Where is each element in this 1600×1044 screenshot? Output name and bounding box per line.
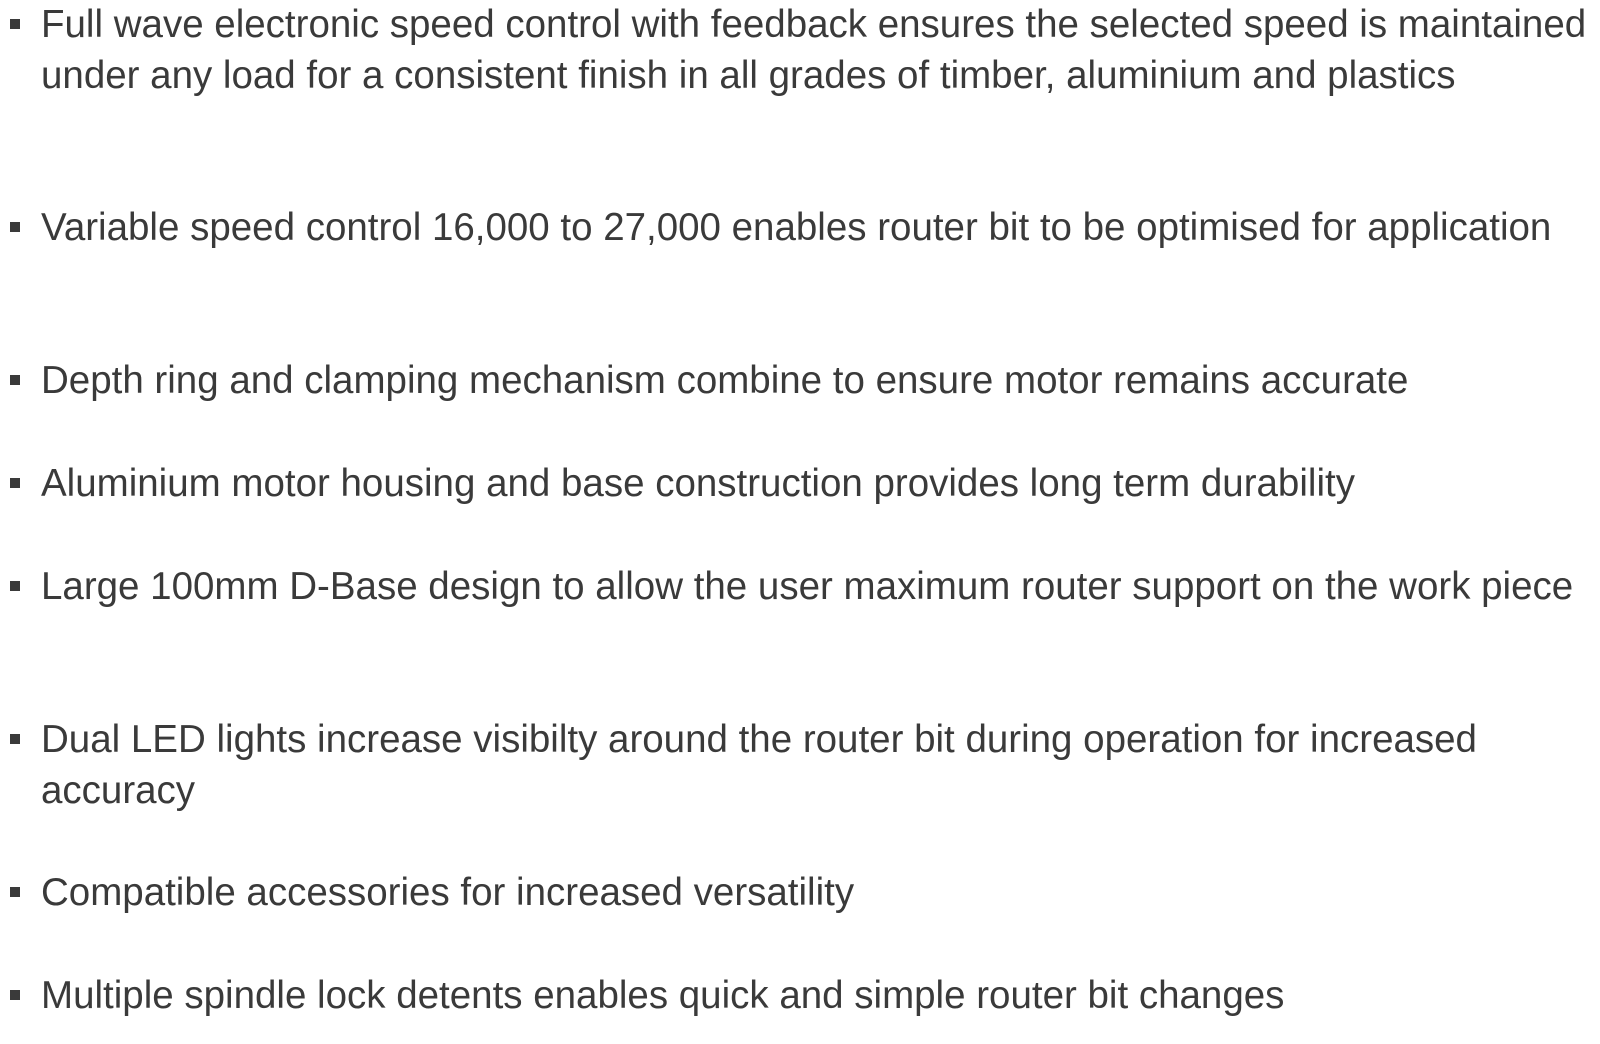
feature-text: Full wave electronic speed control with feedback ensures the selected speed is maintained under any load for a consistent finish in all grades of timber, aluminium and plastics	[41, 3, 1587, 97]
square-bullet-icon	[10, 375, 20, 385]
feature-item-speed-control	[0, 0, 1600, 101]
square-bullet-icon	[10, 990, 20, 1000]
feature-text: Aluminium motor housing and base construction provides long term durability	[41, 462, 1355, 505]
feature-text: Large 100mm D-Base design to allow the user maximum router support on the work piece	[41, 565, 1574, 608]
feature-item-variable-speed	[0, 202, 1600, 253]
square-bullet-icon	[10, 19, 20, 29]
feature-item-aluminium-housing	[0, 458, 1600, 509]
feature-item-d-base	[0, 561, 1600, 612]
square-bullet-icon	[10, 222, 20, 232]
square-bullet-icon	[10, 734, 20, 744]
feature-text: Compatible accessories for increased versatility	[41, 871, 855, 914]
square-bullet-icon	[10, 478, 20, 488]
square-bullet-icon	[10, 887, 20, 897]
feature-text: Variable speed control 16,000 to 27,000 enables router bit to be optimised for application	[41, 206, 1552, 249]
feature-text: Depth ring and clamping mechanism combine to ensure motor remains accurate	[41, 359, 1409, 402]
feature-item-spindle-lock	[0, 970, 1600, 1021]
feature-item-led-lights	[0, 714, 1600, 816]
feature-item-depth-ring	[0, 355, 1600, 406]
feature-text: Dual LED lights increase visibilty around the router bit during operation for increased accuracy	[41, 718, 1477, 812]
square-bullet-icon	[10, 581, 20, 591]
feature-item-accessories	[0, 867, 1600, 918]
feature-text: Multiple spindle lock detents enables quick and simple router bit changes	[41, 974, 1285, 1017]
